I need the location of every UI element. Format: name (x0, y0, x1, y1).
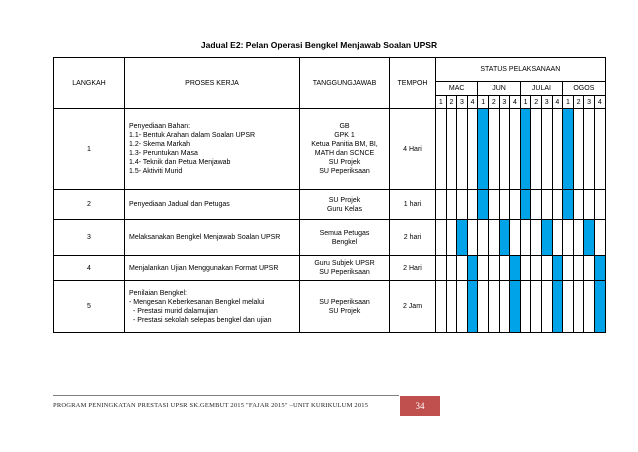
week-header: 1 (436, 96, 447, 109)
tanggungjawab-line: GPK 1 (334, 132, 355, 139)
cell-tanggungjawab (300, 190, 390, 220)
schedule-cell (552, 220, 563, 256)
cell-langkah: 4 (54, 256, 125, 281)
header-langkah: LANGKAH (54, 58, 125, 109)
week-header: 4 (594, 96, 605, 109)
header-tempoh: TEMPOH (390, 58, 436, 109)
schedule-cell (488, 281, 499, 333)
cell-tempoh: 2 Jam (390, 281, 436, 333)
cell-proses-kerja (125, 190, 300, 220)
footer-text: PROGRAM PENINGKATAN PRESTASI UPSR SK.GEMBUT 2015 "FAJAR 2015" –UNIT KURIKULUM 2015 (53, 402, 369, 409)
cell-tempoh: 1 hari (390, 190, 436, 220)
week-header: 2 (446, 96, 457, 109)
week-header: 2 (573, 96, 584, 109)
schedule-cell (552, 109, 563, 190)
schedule-bar-active (510, 256, 521, 281)
schedule-cell (573, 281, 584, 333)
proses-line: - Prestasi sekolah selepas bengkel dan ujian (133, 316, 272, 324)
operation-plan-table (53, 57, 606, 333)
schedule-cell (488, 190, 499, 220)
schedule-cell (573, 190, 584, 220)
schedule-cell (436, 281, 447, 333)
schedule-cell (520, 281, 531, 333)
schedule-cell (552, 190, 563, 220)
cell-tempoh: 2 hari (390, 220, 436, 256)
schedule-cell (573, 256, 584, 281)
cell-proses-kerja (125, 109, 300, 190)
proses-line: 1.1- Bentuk Arahan dalam Soalan UPSR (129, 132, 256, 139)
schedule-cell (446, 220, 457, 256)
schedule-cell (594, 109, 605, 190)
week-header: 4 (467, 96, 478, 109)
tanggungjawab-line: SU Projek (328, 196, 361, 204)
cell-proses-kerja (125, 281, 300, 333)
schedule-cell (488, 109, 499, 190)
month-header: JUN (478, 82, 520, 96)
schedule-bar-active (467, 256, 478, 281)
schedule-cell (584, 281, 595, 333)
proses-line: 1.3- Peruntukan Masa (129, 150, 198, 157)
header-status-pelaksanaan: STATUS PELAKSANAAN (436, 58, 606, 82)
week-header: 2 (531, 96, 542, 109)
schedule-cell (499, 109, 510, 190)
schedule-cell (573, 220, 584, 256)
proses-line: - Mengesan Keberkesanan Bengkel melalui (129, 298, 265, 306)
schedule-cell (499, 190, 510, 220)
schedule-bar-active (499, 220, 510, 256)
schedule-cell (488, 256, 499, 281)
week-header: 1 (563, 96, 574, 109)
proses-line: 1.5- Aktiviti Murid (129, 168, 183, 175)
proses-line: Penyediaan Jadual dan Petugas (129, 201, 230, 208)
week-header: 1 (520, 96, 531, 109)
cell-tempoh: 2 Hari (390, 256, 436, 281)
schedule-bar-active (563, 190, 574, 220)
schedule-cell (594, 190, 605, 220)
tanggungjawab-line: SU Peperiksaan (319, 168, 370, 175)
schedule-cell (446, 256, 457, 281)
schedule-bar-active (510, 281, 521, 333)
schedule-bar-active (552, 256, 563, 281)
schedule-cell (573, 109, 584, 190)
week-header: 4 (552, 96, 563, 109)
schedule-cell (531, 109, 542, 190)
schedule-cell (563, 256, 574, 281)
tanggungjawab-line: MATH dan SCNCE (314, 150, 375, 157)
schedule-cell (457, 190, 468, 220)
schedule-cell (520, 220, 531, 256)
schedule-cell (584, 109, 595, 190)
header-proses-kerja: PROSES KERJA (125, 58, 300, 109)
table-row (54, 281, 606, 333)
week-header: 3 (541, 96, 552, 109)
schedule-cell (541, 256, 552, 281)
tanggungjawab-line: Guru Subjek UPSR (314, 260, 375, 267)
proses-line: - Prestasi murid dalamujian (133, 307, 218, 315)
proses-line: 1.4- Teknik dan Petua Menjawab (129, 159, 231, 166)
tanggungjawab-line: SU Projek (328, 159, 361, 166)
schedule-cell (510, 190, 521, 220)
cell-tempoh: 4 Hari (390, 109, 436, 190)
month-header: MAC (436, 82, 478, 96)
schedule-bar-active (584, 220, 595, 256)
week-header: 2 (488, 96, 499, 109)
proses-line: Penyediaan Bahan: (129, 123, 191, 130)
cell-proses-kerja (125, 220, 300, 256)
schedule-cell (541, 281, 552, 333)
schedule-cell (436, 190, 447, 220)
proses-line: 1.2- Skema Markah (129, 141, 191, 148)
cell-langkah: 2 (54, 190, 125, 220)
proses-line: Penilaian Bengkel: (129, 289, 187, 297)
schedule-cell (499, 256, 510, 281)
cell-langkah: 3 (54, 220, 125, 256)
schedule-cell (584, 190, 595, 220)
week-header: 1 (478, 96, 489, 109)
week-header: 3 (499, 96, 510, 109)
schedule-cell (488, 220, 499, 256)
schedule-cell (436, 256, 447, 281)
schedule-cell (563, 220, 574, 256)
schedule-bar-active (563, 109, 574, 190)
schedule-bar-active (520, 109, 531, 190)
tanggungjawab-line: Guru Kelas (326, 205, 363, 213)
schedule-bar-active (552, 281, 563, 333)
week-header: 3 (584, 96, 595, 109)
schedule-cell (446, 190, 457, 220)
tanggungjawab-line: GB (339, 123, 350, 130)
tanggungjawab-line: SU Projek (328, 307, 361, 315)
schedule-cell (478, 220, 489, 256)
cell-langkah: 1 (54, 109, 125, 190)
schedule-cell (467, 190, 478, 220)
schedule-cell (446, 109, 457, 190)
cell-tanggungjawab (300, 281, 390, 333)
cell-langkah: 5 (54, 281, 125, 333)
schedule-cell (531, 256, 542, 281)
proses-line: Melaksanakan Bengkel Menjawab Soalan UPSR (129, 234, 281, 241)
table-body (54, 109, 606, 333)
table-title: Jadual E2: Pelan Operasi Bengkel Menjawab Soalan UPSR (200, 40, 438, 50)
footer-divider (53, 395, 399, 396)
month-header: OGOS (563, 82, 606, 96)
schedule-cell (478, 256, 489, 281)
schedule-bar-active (457, 220, 468, 256)
schedule-cell (584, 256, 595, 281)
schedule-cell (457, 281, 468, 333)
schedule-cell (541, 190, 552, 220)
schedule-bar-active (594, 281, 605, 333)
schedule-cell (531, 190, 542, 220)
table-row (54, 109, 606, 190)
table-row (54, 220, 606, 256)
schedule-cell (563, 281, 574, 333)
schedule-bar-active (594, 256, 605, 281)
tanggungjawab-line: Semua Petugas (319, 229, 370, 237)
tanggungjawab-line: SU Peperiksaan (319, 269, 370, 276)
schedule-cell (478, 281, 489, 333)
schedule-cell (531, 220, 542, 256)
proses-line: Menjalankan Ujian Menggunakan Format UPSR (129, 264, 279, 272)
schedule-cell (457, 109, 468, 190)
schedule-cell (510, 220, 521, 256)
header-tanggungjawab: TANGGUNGJAWAB (300, 58, 390, 109)
page-number: 34 (400, 396, 440, 416)
schedule-cell (510, 109, 521, 190)
schedule-cell (436, 109, 447, 190)
table-row (54, 190, 606, 220)
schedule-cell (457, 256, 468, 281)
week-header: 3 (457, 96, 468, 109)
cell-tanggungjawab (300, 256, 390, 281)
schedule-cell (446, 281, 457, 333)
schedule-bar-active (467, 281, 478, 333)
cell-proses-kerja (125, 256, 300, 281)
schedule-cell (499, 281, 510, 333)
schedule-cell (531, 281, 542, 333)
schedule-bar-active (478, 190, 489, 220)
schedule-bar-active (478, 109, 489, 190)
month-header: JULAI (520, 82, 562, 96)
cell-tanggungjawab (300, 109, 390, 190)
schedule-cell (541, 109, 552, 190)
cell-tanggungjawab (300, 220, 390, 256)
table-row (54, 256, 606, 281)
schedule-cell (520, 256, 531, 281)
tanggungjawab-line: Bengkel (331, 238, 358, 246)
schedule-bar-active (541, 220, 552, 256)
schedule-cell (467, 220, 478, 256)
schedule-cell (594, 220, 605, 256)
tanggungjawab-line: Ketua Panitia BM, BI, (311, 141, 378, 148)
tanggungjawab-line: SU Peperiksaan (319, 298, 370, 306)
schedule-cell (467, 109, 478, 190)
schedule-cell (436, 220, 447, 256)
week-header: 4 (510, 96, 521, 109)
schedule-bar-active (520, 190, 531, 220)
